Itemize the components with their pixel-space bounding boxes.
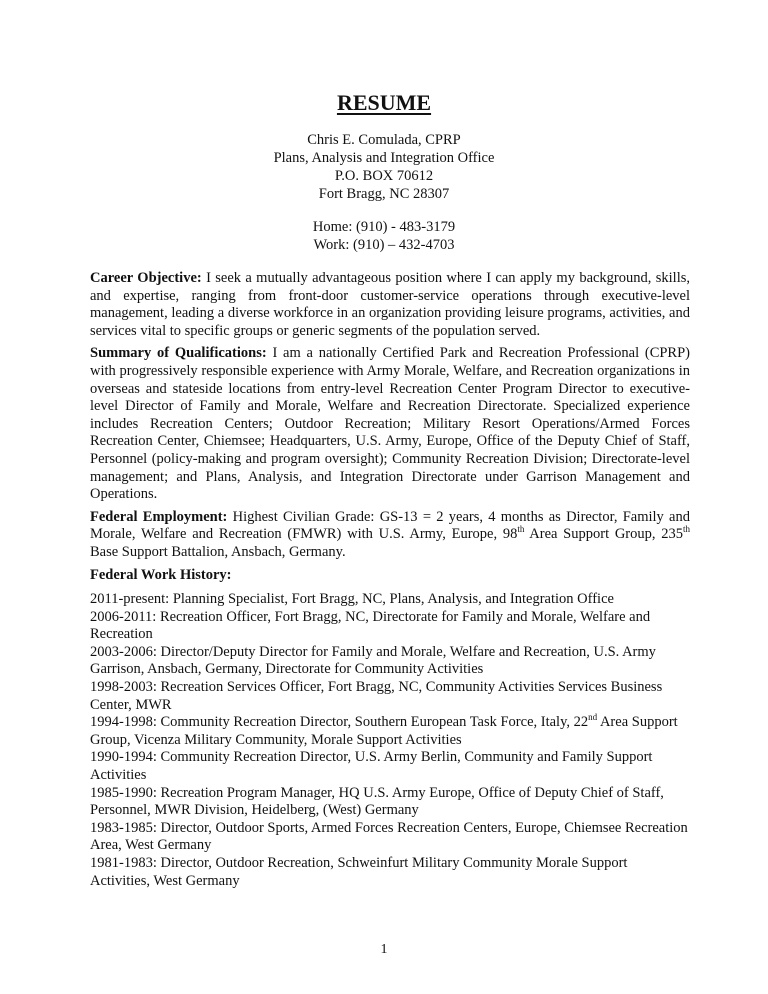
federal-employment-text-a: Highest Civilian Grade: GS-13 = 2 years, 4 months as Director, Family and Morale, Welfare and Recreation (FMWR) with U.S. Army, Europe, 98: [90, 508, 690, 543]
contact-city: Fort Bragg, NC 28307: [318, 186, 450, 202]
contact-phone-block: [200, 218, 568, 254]
work-history-entry: 1998-2003: Recreation Services Officer, Fort Bragg, NC, Community Activities Services Business Center, MWR: [90, 679, 663, 713]
contact-work-phone: Work: (910) – 432-4703: [313, 237, 455, 253]
career-objective-text: I seek a mutually advantageous position where I can apply my background, skills, and expertise, ranging from front-door customer-service operations through executive-level management, leading a diverse workforce in an organization providing leisure programs, activities, and services vital to specific groups or generic segments of the population served.: [90, 270, 690, 339]
work-history-entry: [90, 714, 690, 749]
work-history-heading: Federal Work History:: [90, 566, 232, 583]
work-history-entry: 1981-1983: Director, Outdoor Recreation, Schweinfurt Military Community Morale Support Activities, West Germany: [90, 855, 628, 889]
summary-section: [90, 345, 690, 503]
entry-1994-sup: nd: [588, 712, 598, 723]
entry-1994-text-a: 1994-1998: Community Recreation Director, Southern European Task Force, Italy, 22: [90, 714, 589, 731]
summary-text: I am a nationally Certified Park and Recreation Professional (CPRP) with progressively responsible experience with Army Morale, Welfare, and Recreation organizations in overseas and stateside locations from entry-level Recreation Center Program Director to executive-level Director of Family and Morale, Welfare and Recreation Directorate. Specialized experience includes Recreation Centers; Outdoor Recreation; Military Resort Operations/Armed Forces Recreation Center, Chiemsee; Headquarters, U.S. Army, Europe, Office of the Deputy Chief of Staff, Personnel (policy-making and program oversight); Community Recreation Division; Directorate-level management; and Plans, Analysis, and Integration Directorate under Garrison Management and Operations.: [90, 345, 690, 503]
work-history-entry: 2003-2006: Director/Deputy Director for Family and Morale, Welfare and Recreation, U.S. Army Garrison, Ansbach, Germany, Directorate for Community Activities: [90, 643, 656, 678]
resume-title: RESUME: [336, 90, 432, 115]
federal-employment-section: [90, 509, 690, 562]
contact-address-block: [200, 131, 568, 203]
federal-employment-sup-b: th: [683, 524, 691, 535]
career-objective-section: [90, 270, 690, 340]
entry-1994-text-b: Area Support Group, Vicenza Military Community, Morale Support Activities: [90, 714, 678, 748]
work-history-list: [90, 591, 690, 890]
contact-po-box: P.O. BOX 70612: [334, 168, 434, 184]
page-number: 1: [380, 942, 388, 957]
career-objective-label: Career Objective:: [90, 270, 202, 286]
work-history-entry: 1990-1994: Community Recreation Director, U.S. Army Berlin, Community and Family Support Activities: [90, 749, 653, 784]
contact-name: Chris E. Comulada, CPRP: [307, 132, 461, 148]
federal-employment-sup-a: th: [517, 524, 525, 535]
resume-body: [90, 270, 690, 890]
work-history-entry: 2011-present: Planning Specialist, Fort Bragg, NC, Plans, Analysis, and Integration Office: [90, 591, 614, 608]
work-history-entry: 1985-1990: Recreation Program Manager, HQ U.S. Army Europe, Office of Deputy Chief of Staff, Personnel, MWR Division, Heidelberg, (West) Germany: [90, 784, 664, 819]
summary-label: Summary of Qualifications:: [90, 345, 267, 362]
federal-employment-text-b: Area Support Group, 235: [524, 526, 683, 543]
work-history-entry: 1983-1985: Director, Outdoor Sports, Armed Forces Recreation Centers, Europe, Chiemsee Recreation Area, West Germany: [90, 819, 688, 854]
work-history-entry: 2006-2011: Recreation Officer, Fort Bragg, NC, Directorate for Family and Morale, Welfare and Recreation: [90, 608, 651, 643]
federal-employment-label: Federal Employment:: [90, 508, 228, 525]
contact-home-phone: Home: (910) - 483-3179: [312, 219, 456, 235]
federal-employment-text-c: Base Support Battalion, Ansbach, Germany.: [90, 543, 346, 560]
contact-office: Plans, Analysis and Integration Office: [273, 150, 495, 166]
